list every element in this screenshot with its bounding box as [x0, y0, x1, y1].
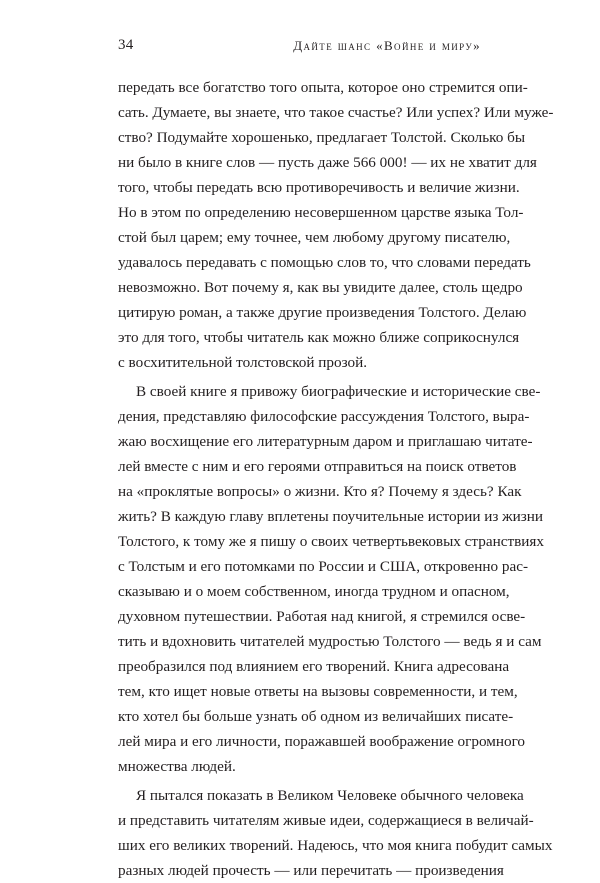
text-line: передать все богатство того опыта, которое оно стремится опи- [118, 79, 528, 96]
text-line: лей мира и его личности, поражавшей воображение огромного [118, 733, 526, 750]
text-line: В своей книге я привожу биографические и исторические све- [136, 383, 541, 400]
paragraph [118, 379, 544, 779]
text-line: Я пытался показать в Великом Человеке обычного человека [136, 787, 524, 804]
text-line: и представить читателям живые идеи, содержащиеся в величай- [118, 812, 534, 829]
text-line: тем, кто ищет новые ответы на вызовы современности, и тем, [118, 683, 518, 700]
text-line: лей вместе с ним и его героями отправиться на поиск ответов [118, 458, 517, 475]
text-line: множества людей. [118, 758, 236, 775]
text-line: тить и вдохновить читателей мудростью Толстого — ведь я и сам [118, 633, 542, 650]
text-line: ство? Подумайте хорошенько, предлагает Толстой. Сколько бы [118, 129, 526, 146]
text-line: удавалось передавать с помощью слов то, что словами передать [118, 254, 531, 271]
text-line: сказываю и о моем собственном, иногда трудном и опасном, [118, 583, 510, 600]
page-number: 34 [118, 37, 134, 53]
text-line: с Толстым и его потомками по России и США, откровенно рас- [118, 558, 529, 575]
text-line: того, чтобы передать всю противоречивость и величие жизни. [118, 179, 520, 196]
text-line: невозможно. Вот почему я, как вы увидите далее, столь щедро [118, 279, 523, 296]
paragraph [118, 783, 553, 883]
text-line: преобразился под влиянием его творений. Книга адресована [118, 658, 510, 675]
running-head: Дайте шанс «Войне и миру» [293, 38, 481, 53]
text-line: кто хотел бы больше узнать об одном из величайших писате- [118, 708, 514, 725]
text-line: жить? В каждую главу вплетены поучительные истории из жизни [118, 508, 544, 525]
paragraph [118, 75, 554, 375]
text-line: сать. Думаете, вы знаете, что такое счастье? Или успех? Или муже- [118, 104, 554, 121]
text-line: Но в этом по определению несовершенном царстве языка Тол- [118, 204, 524, 221]
text-line: дения, представляю философские рассуждения Толстого, выра- [118, 408, 530, 425]
text-line: цитирую роман, а также другие произведения Толстого. Делаю [118, 304, 527, 321]
text-line: Толстого, к тому же я пишу о своих четвертьвековых странствиях [118, 533, 544, 550]
body-text [118, 75, 554, 883]
page-header [118, 37, 481, 57]
text-line: духовном путешествии. Работая над книгой, я стремился осве- [118, 608, 526, 625]
text-line: это для того, чтобы читатель как можно ближе соприкоснулся [118, 329, 520, 346]
text-line: на «проклятые вопросы» о жизни. Кто я? Почему я здесь? Как [118, 483, 522, 500]
text-line: разных людей прочесть — или перечитать — произведения [118, 862, 504, 879]
text-line: ших его великих творений. Надеюсь, что моя книга побудит самых [118, 837, 553, 854]
text-line: жаю восхищение его литературным даром и приглашаю читате- [118, 433, 533, 450]
text-line: ни было в книге слов — пусть даже 566 000! — их не хватит для [118, 154, 537, 171]
text-line: стой был царем; ему точнее, чем любому другому писателю, [118, 229, 511, 246]
text-line: с восхитительной толстовской прозой. [118, 354, 368, 371]
